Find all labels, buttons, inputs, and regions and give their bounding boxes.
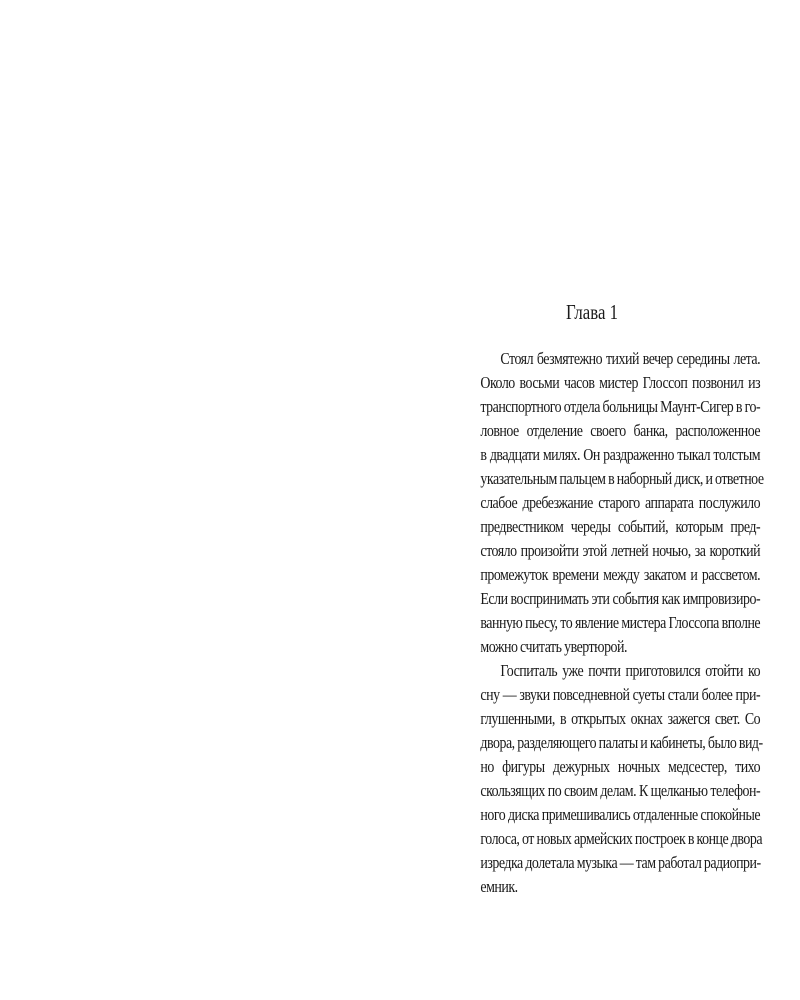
text-line: изредка долетала музыка — там работал радиопри- bbox=[480, 853, 761, 872]
text-line: сну — звуки повседневной суеты стали более при- bbox=[480, 685, 761, 704]
text-line: указательным пальцем в наборный диск, и ответное bbox=[480, 469, 764, 488]
text-line: можно считать увертюрой. bbox=[480, 637, 628, 656]
paragraph-2 bbox=[444, 659, 763, 899]
text-line: слабое дребезжание старого аппарата послужило bbox=[480, 493, 761, 512]
text-line: предвестником череды событий, которым пред- bbox=[480, 517, 761, 536]
text-line: промежуток времени между закатом и рассветом. bbox=[480, 565, 761, 584]
text-line: Стоял безмятежно тихий вечер середины лета. bbox=[500, 349, 761, 368]
text-line: скользящих по своим делам. К щелканью телефон- bbox=[480, 781, 761, 800]
paragraph-1 bbox=[444, 347, 764, 659]
text-line: емник. bbox=[480, 877, 518, 896]
text-line: голоса, от новых армейских построек в конце двора bbox=[480, 829, 763, 848]
text-line: но фигуры дежурных ночных медсестер, тихо bbox=[480, 757, 761, 776]
text-line: Госпиталь уже почти приготовился отойти ко bbox=[500, 661, 761, 680]
chapter-body bbox=[444, 347, 764, 899]
text-line: глушенными, в открытых окнах зажегся свет. Со bbox=[480, 709, 761, 728]
text-line: ловное отделение своего банка, расположенное bbox=[480, 421, 761, 440]
text-line: двора, разделяющего палаты и кабинеты, было вид- bbox=[480, 733, 763, 752]
text-line: Около восьми часов мистер Глоссоп позвонил из bbox=[480, 373, 761, 392]
chapter-title: Глава 1 bbox=[565, 300, 619, 324]
text-line: в двадцати милях. Он раздраженно тыкал толстым bbox=[480, 445, 761, 464]
text-line: стояло произойти этой летней ночью, за короткий bbox=[480, 541, 761, 560]
text-line: ванную пьесу, то явление мистера Глоссопа вполне bbox=[480, 613, 761, 632]
text-line: транспортного отдела больницы Маунт-Сигер в го- bbox=[480, 397, 761, 416]
text-line: ного диска примешивались отдаленные спокойные bbox=[480, 805, 761, 824]
text-line: Если воспринимать эти события как импровизиро- bbox=[480, 589, 761, 608]
